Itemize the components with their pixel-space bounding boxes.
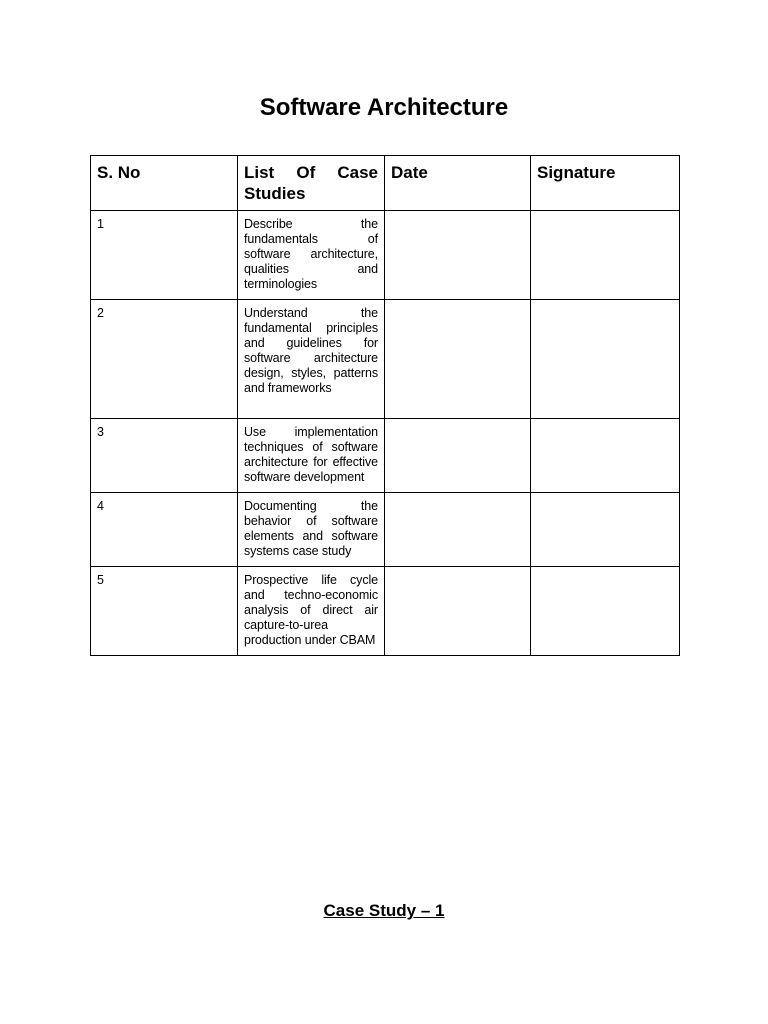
sno-cell: 5 (91, 567, 238, 656)
signature-cell (531, 567, 680, 656)
date-cell (385, 300, 531, 419)
header-list-of-case-studies: List Of Case Studies (238, 156, 385, 211)
document-title: Software Architecture (259, 94, 509, 121)
header-signature: Signature (531, 156, 680, 211)
case-study-cell: Understand the fundamental principles and guidelines for software architecture design, styles, patterns and frameworks (238, 300, 385, 419)
case-study-cell: Prospective life cycle and techno-economic analysis of direct air capture-to-urea production under CBAM (238, 567, 385, 656)
table-row (91, 300, 680, 419)
sno-cell: 4 (91, 493, 238, 567)
signature-cell (531, 211, 680, 300)
signature-cell (531, 300, 680, 419)
signature-cell (531, 419, 680, 493)
date-cell (385, 211, 531, 300)
case-studies-table (90, 155, 680, 656)
case-study-cell: Documenting the behavior of software elements and software systems case study (238, 493, 385, 567)
header-date: Date (385, 156, 531, 211)
date-cell (385, 567, 531, 656)
table-row (91, 419, 680, 493)
case-study-heading: Case Study – 1 (323, 901, 445, 920)
sno-cell: 2 (91, 300, 238, 419)
signature-cell (531, 493, 680, 567)
sno-cell: 3 (91, 419, 238, 493)
table-header-row (91, 156, 680, 211)
header-sno: S. No (91, 156, 238, 211)
sno-cell: 1 (91, 211, 238, 300)
case-study-cell: Use implementation techniques of software architecture for effective software development (238, 419, 385, 493)
table-row (91, 493, 680, 567)
table-row (91, 567, 680, 656)
case-study-cell: Describe the fundamentals of software architecture, qualities and terminologies (238, 211, 385, 300)
date-cell (385, 493, 531, 567)
date-cell (385, 419, 531, 493)
table-row (91, 211, 680, 300)
